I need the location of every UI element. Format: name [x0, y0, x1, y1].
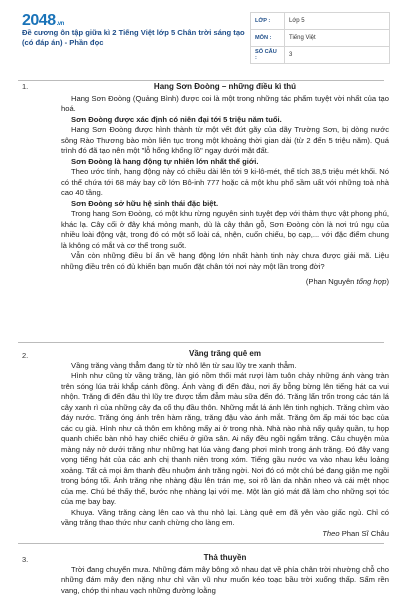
- passage-title: Hang Sơn Đoòng – những điều kì thú: [153, 82, 297, 91]
- passage-source: [61, 529, 389, 540]
- divider: [18, 342, 384, 343]
- source-text: Theo: [322, 528, 342, 538]
- question-number: 3.: [22, 555, 29, 564]
- divider: [18, 543, 384, 544]
- subheading: Sơn Đoòng được xác định có niên đại tới 5 triệu năm tuổi.: [71, 114, 282, 124]
- source-end: Phan Sĩ Châu: [341, 528, 389, 538]
- document-title: Đề cương ôn tập giữa kì 2 Tiếng Việt lớp 5 Chân trời sáng tạo (có đáp án) - Phần đọc: [22, 28, 245, 47]
- question-number: 1.: [22, 82, 29, 91]
- meta-value: Lớp 5: [285, 13, 390, 30]
- meta-key: LỚP :: [251, 13, 285, 30]
- paragraph: Vầng trăng vàng thẳm đang từ từ nhô lên từ sau lũy tre xanh thẫm.: [71, 360, 297, 370]
- question-body: [61, 349, 389, 539]
- meta-table: [250, 12, 390, 64]
- subheading: Sơn Đoòng là hang động tự nhiên lớn nhất thế giới.: [71, 156, 259, 166]
- passage-title: Vầng trăng quê em: [188, 349, 261, 358]
- subheading: Sơn Đoòng sở hữu hệ sinh thái đặc biệt.: [71, 198, 219, 208]
- paragraph: Vẫn còn những điều bí ẩn về hang động lớn nhất hành tinh này chưa được giải mã. Liệu những điều trên có đủ khiến bạn muốn đặt chân tới nơi này một lần trong đời?: [61, 251, 389, 271]
- paragraph: Khuya. Vầng trăng càng lên cao và thu nhỏ lại. Làng quê em đã yên vào giấc ngủ. Chỉ có vầng trăng thao thức như canh chừng cho làng em.: [61, 507, 389, 527]
- passage-title: Thả thuyền: [203, 553, 247, 562]
- brand-name: 2048: [22, 12, 56, 29]
- meta-value: 3: [285, 47, 390, 64]
- paragraph: Trời đang chuyển mưa. Những đám mây bông xô nhau dạt về phía chân trời nhường chỗ cho những đám mây đen nặng như chì vần vũ như muốn kéo toạc bầu trời xuống thấp. Sấm rền vang, chớp thi nhau vạch những đường loằng: [61, 564, 389, 595]
- passage-source: [61, 277, 389, 288]
- meta-row-count: [251, 47, 390, 64]
- paragraph: Hình như cũng từ vầng trăng, làn gió nồm thổi mát rượi làm tuôn chảy những ánh vàng tràn trên sóng lúa trải khắp cánh đồng. Ánh vàng đi đến đâu, nơi ấy bỗng bừng lên tiếng hát ca vui nhộn. Trăng đi đến đâu thì lũy tre được tắm đẫm màu sữa đến đó. Trăng lẩn trốn trong các tán lá cây xanh rì của những cây đa cổ thụ đầu thôn. Những mắt lá ánh lên tinh nghịch. Trăng chìm vào đáy nước. Trăng óng ánh trên hàm răng, trăng đậu vào ánh mắt. Trăng ôm ấp mái tóc bạc của các cụ già. Hình như cả thôn em không mấy ai ở trong nhà. Nhà nào nhà nấy quây quần, tụ họp quanh chiếc bàn nhỏ hay chiếc chiếu ở giữa sân. Ai nấy đều ngồi ngắm trăng. Câu chuyện mùa màng nảy nở dưới trăng như những hạt lúa vàng đang phơi mình trong ánh trăng. Đó đây vang vọng tiếng hát của các anh chị thanh niên trong xóm. Tiếng gầu nước va vào nhau kêu loảng xoảng. Tất cả mọi âm thanh đều nhuộm ánh trăng ngời. Nơi đó có một chú bé đang giận mẹ ngồi trong bóng tối. Ánh trăng nhẹ nhàng đậu lên trán mẹ, soi rõ làn da nhăn nheo và cái mệt nhọc của mẹ. Chú bé thấy thế, bước nhẹ nhàng lại với mẹ. Một làn gió mát đã làm cho những sợi tóc của mẹ bay bay.: [61, 371, 389, 506]
- question-body: [61, 553, 389, 596]
- meta-value: Tiếng Việt: [285, 30, 390, 47]
- paragraph: Hang Sơn Đoòng (Quảng Bình) được coi là một trong những tác phẩm tuyệt vời nhất của tạo hoá.: [61, 93, 389, 113]
- meta-row-class: [251, 13, 390, 30]
- meta-row-subject: [251, 30, 390, 47]
- paragraph: Theo ước tính, hang động này có chiều dài lên tới 9 ki-lô-mét, thể tích 38,5 triệu mét khối. Nó có thể chứa tới 68 máy bay cỡ lớn Bô-inh 777 hoặc cả một khu phố sầm uất với những toà nhà cao 40 tầng.: [61, 167, 389, 197]
- source-emphasis: tổng hợp: [356, 277, 387, 286]
- source-end: ): [386, 277, 389, 286]
- paragraph: Hang Sơn Đoòng được hình thành từ một vết đứt gãy của dãy Trường Sơn, bị dòng nước sông Rào Thương bào mòn liên tục trong một khoảng thời gian dài (từ 2 đến 5 triệu năm). Quá trình đó đã tạo nên một "lỗ hổng khổng lồ" ngay dưới mặt đất.: [61, 125, 389, 155]
- question-body: [61, 82, 389, 288]
- meta-key: MÔN :: [251, 30, 285, 47]
- paragraph: Trong hang Sơn Đoòng, có một khu rừng nguyên sinh tuyệt đẹp với thảm thực vật phong phú, khác lạ. Cây cối ở đây khá mỏng manh, dù là cây thân gỗ, Sơn Đoòng còn là nơi trú ngụ của nhiều loài động vật, trong đó có một số loài cá, nhện, cuốn chiếu, bọ cạp,... với đặc điểm chung là không có mắt và cơ thể trong suốt.: [61, 209, 389, 250]
- question-number: 2.: [22, 351, 29, 360]
- page-header: [0, 0, 400, 76]
- meta-key: SỐ CÂU :: [251, 47, 285, 64]
- brand-suffix: .vn: [56, 21, 64, 27]
- divider: [18, 80, 384, 81]
- source-text: (Phan Nguyên: [305, 277, 357, 286]
